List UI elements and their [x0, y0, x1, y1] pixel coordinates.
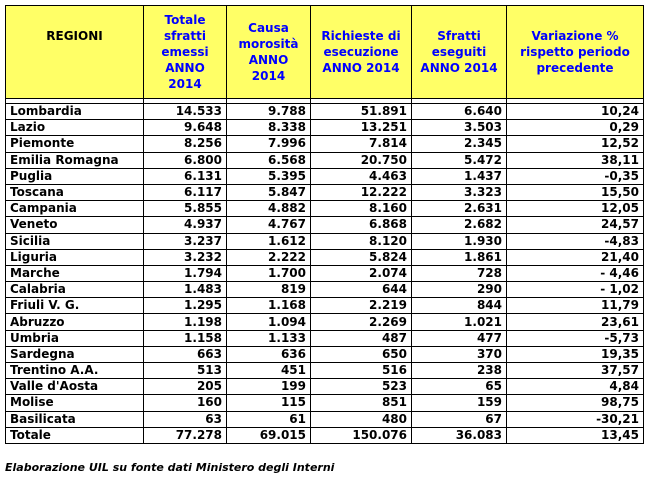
- value-cell: -0,35: [507, 168, 644, 184]
- value-cell: 38,11: [507, 152, 644, 168]
- value-cell: 1.295: [144, 298, 227, 314]
- value-cell: 13,45: [507, 427, 644, 443]
- value-cell: 819: [227, 282, 311, 298]
- region-cell: Toscana: [6, 184, 144, 200]
- region-cell: Veneto: [6, 217, 144, 233]
- value-cell: 67: [412, 411, 507, 427]
- region-cell: Piemonte: [6, 136, 144, 152]
- region-cell: Valle d'Aosta: [6, 379, 144, 395]
- value-cell: 4.937: [144, 217, 227, 233]
- table-row: [6, 201, 644, 217]
- header-row: [6, 6, 644, 99]
- value-cell: 7.814: [311, 136, 412, 152]
- value-cell: 6.800: [144, 152, 227, 168]
- region-cell: Lazio: [6, 120, 144, 136]
- value-cell: 3.323: [412, 184, 507, 200]
- value-cell: 644: [311, 282, 412, 298]
- value-cell: 4.767: [227, 217, 311, 233]
- table-row: [6, 265, 644, 281]
- region-cell: Friuli V. G.: [6, 298, 144, 314]
- region-cell: Molise: [6, 395, 144, 411]
- value-cell: 516: [311, 363, 412, 379]
- value-cell: 6.640: [412, 104, 507, 120]
- value-cell: 1.094: [227, 314, 311, 330]
- value-cell: 5.855: [144, 201, 227, 217]
- table-row: [6, 314, 644, 330]
- region-cell: Puglia: [6, 168, 144, 184]
- value-cell: 370: [412, 346, 507, 362]
- value-cell: 199: [227, 379, 311, 395]
- value-cell: 1.158: [144, 330, 227, 346]
- region-cell: Sardegna: [6, 346, 144, 362]
- value-cell: 8.256: [144, 136, 227, 152]
- value-cell: 2.219: [311, 298, 412, 314]
- region-cell: Basilicata: [6, 411, 144, 427]
- table-row: [6, 395, 644, 411]
- table-row: [6, 282, 644, 298]
- header-causa-morosita: Causa morosità ANNO 2014: [227, 6, 311, 99]
- value-cell: - 1,02: [507, 282, 644, 298]
- table-row: [6, 136, 644, 152]
- value-cell: 5.824: [311, 249, 412, 265]
- value-cell: 8.338: [227, 120, 311, 136]
- table-row: [6, 411, 644, 427]
- value-cell: 63: [144, 411, 227, 427]
- table-row: [6, 168, 644, 184]
- table-body: [6, 99, 644, 444]
- value-cell: 12.222: [311, 184, 412, 200]
- value-cell: 650: [311, 346, 412, 362]
- table-row: [6, 363, 644, 379]
- value-cell: 451: [227, 363, 311, 379]
- value-cell: 2.631: [412, 201, 507, 217]
- header-sfratti-eseguiti: Sfratti eseguiti ANNO 2014: [412, 6, 507, 99]
- table-row: [6, 233, 644, 249]
- value-cell: 150.076: [311, 427, 412, 443]
- value-cell: 5.847: [227, 184, 311, 200]
- value-cell: 513: [144, 363, 227, 379]
- value-cell: 160: [144, 395, 227, 411]
- value-cell: 5.472: [412, 152, 507, 168]
- value-cell: 1.861: [412, 249, 507, 265]
- value-cell: 4.882: [227, 201, 311, 217]
- value-cell: 1.483: [144, 282, 227, 298]
- value-cell: 3.232: [144, 249, 227, 265]
- value-cell: 14.533: [144, 104, 227, 120]
- value-cell: 851: [311, 395, 412, 411]
- value-cell: 1.700: [227, 265, 311, 281]
- value-cell: 9.788: [227, 104, 311, 120]
- value-cell: 487: [311, 330, 412, 346]
- value-cell: 2.269: [311, 314, 412, 330]
- value-cell: 21,40: [507, 249, 644, 265]
- value-cell: 6.568: [227, 152, 311, 168]
- region-cell: Emilia Romagna: [6, 152, 144, 168]
- value-cell: 9.648: [144, 120, 227, 136]
- value-cell: 8.160: [311, 201, 412, 217]
- table-row: [6, 184, 644, 200]
- region-cell: Abruzzo: [6, 314, 144, 330]
- region-cell: Trentino A.A.: [6, 363, 144, 379]
- value-cell: 98,75: [507, 395, 644, 411]
- value-cell: 51.891: [311, 104, 412, 120]
- value-cell: 1.198: [144, 314, 227, 330]
- region-cell: Liguria: [6, 249, 144, 265]
- value-cell: 77.278: [144, 427, 227, 443]
- value-cell: 10,24: [507, 104, 644, 120]
- value-cell: 2.074: [311, 265, 412, 281]
- value-cell: 6.117: [144, 184, 227, 200]
- eviction-table: [5, 5, 644, 444]
- value-cell: -30,21: [507, 411, 644, 427]
- table-row: [6, 379, 644, 395]
- value-cell: 663: [144, 346, 227, 362]
- value-cell: 1.794: [144, 265, 227, 281]
- value-cell: 19,35: [507, 346, 644, 362]
- value-cell: - 4,46: [507, 265, 644, 281]
- region-cell: Lombardia: [6, 104, 144, 120]
- value-cell: 2.222: [227, 249, 311, 265]
- value-cell: 1.021: [412, 314, 507, 330]
- value-cell: 69.015: [227, 427, 311, 443]
- value-cell: 6.868: [311, 217, 412, 233]
- region-cell: Totale: [6, 427, 144, 443]
- value-cell: 844: [412, 298, 507, 314]
- value-cell: 2.345: [412, 136, 507, 152]
- table-row: [6, 104, 644, 120]
- value-cell: 3.503: [412, 120, 507, 136]
- value-cell: 480: [311, 411, 412, 427]
- value-cell: 12,52: [507, 136, 644, 152]
- table-row: [6, 152, 644, 168]
- table-row: [6, 120, 644, 136]
- value-cell: 1.612: [227, 233, 311, 249]
- table-row: [6, 217, 644, 233]
- region-cell: Campania: [6, 201, 144, 217]
- value-cell: 7.996: [227, 136, 311, 152]
- value-cell: 290: [412, 282, 507, 298]
- value-cell: 159: [412, 395, 507, 411]
- table-row: [6, 298, 644, 314]
- value-cell: 13.251: [311, 120, 412, 136]
- value-cell: 4.463: [311, 168, 412, 184]
- value-cell: -4,83: [507, 233, 644, 249]
- value-cell: 1.133: [227, 330, 311, 346]
- value-cell: 23,61: [507, 314, 644, 330]
- value-cell: 6.131: [144, 168, 227, 184]
- table-row: [6, 249, 644, 265]
- value-cell: 0,29: [507, 120, 644, 136]
- header-totale-sfratti: Totale sfratti emessi ANNO 2014: [144, 6, 227, 99]
- value-cell: 3.237: [144, 233, 227, 249]
- region-cell: Calabria: [6, 282, 144, 298]
- region-cell: Sicilia: [6, 233, 144, 249]
- table-row: [6, 427, 644, 443]
- value-cell: 8.120: [311, 233, 412, 249]
- header-variazione: Variazione % rispetto periodo precedente: [507, 6, 644, 99]
- value-cell: 4,84: [507, 379, 644, 395]
- value-cell: 15,50: [507, 184, 644, 200]
- value-cell: 12,05: [507, 201, 644, 217]
- value-cell: -5,73: [507, 330, 644, 346]
- value-cell: 477: [412, 330, 507, 346]
- value-cell: 20.750: [311, 152, 412, 168]
- source-note: Elaborazione UIL su fonte dati Ministero degli Interni: [5, 461, 335, 474]
- value-cell: 11,79: [507, 298, 644, 314]
- table-row: [6, 330, 644, 346]
- region-cell: Umbria: [6, 330, 144, 346]
- value-cell: 2.682: [412, 217, 507, 233]
- header-regioni: REGIONI: [6, 6, 144, 99]
- table-row: [6, 346, 644, 362]
- value-cell: 5.395: [227, 168, 311, 184]
- value-cell: 36.083: [412, 427, 507, 443]
- region-cell: Marche: [6, 265, 144, 281]
- value-cell: 65: [412, 379, 507, 395]
- value-cell: 205: [144, 379, 227, 395]
- value-cell: 1.930: [412, 233, 507, 249]
- value-cell: 24,57: [507, 217, 644, 233]
- value-cell: 523: [311, 379, 412, 395]
- value-cell: 37,57: [507, 363, 644, 379]
- header-richieste-esecuzione: Richieste di esecuzione ANNO 2014: [311, 6, 412, 99]
- value-cell: 1.437: [412, 168, 507, 184]
- value-cell: 728: [412, 265, 507, 281]
- value-cell: 61: [227, 411, 311, 427]
- value-cell: 636: [227, 346, 311, 362]
- value-cell: 238: [412, 363, 507, 379]
- value-cell: 1.168: [227, 298, 311, 314]
- value-cell: 115: [227, 395, 311, 411]
